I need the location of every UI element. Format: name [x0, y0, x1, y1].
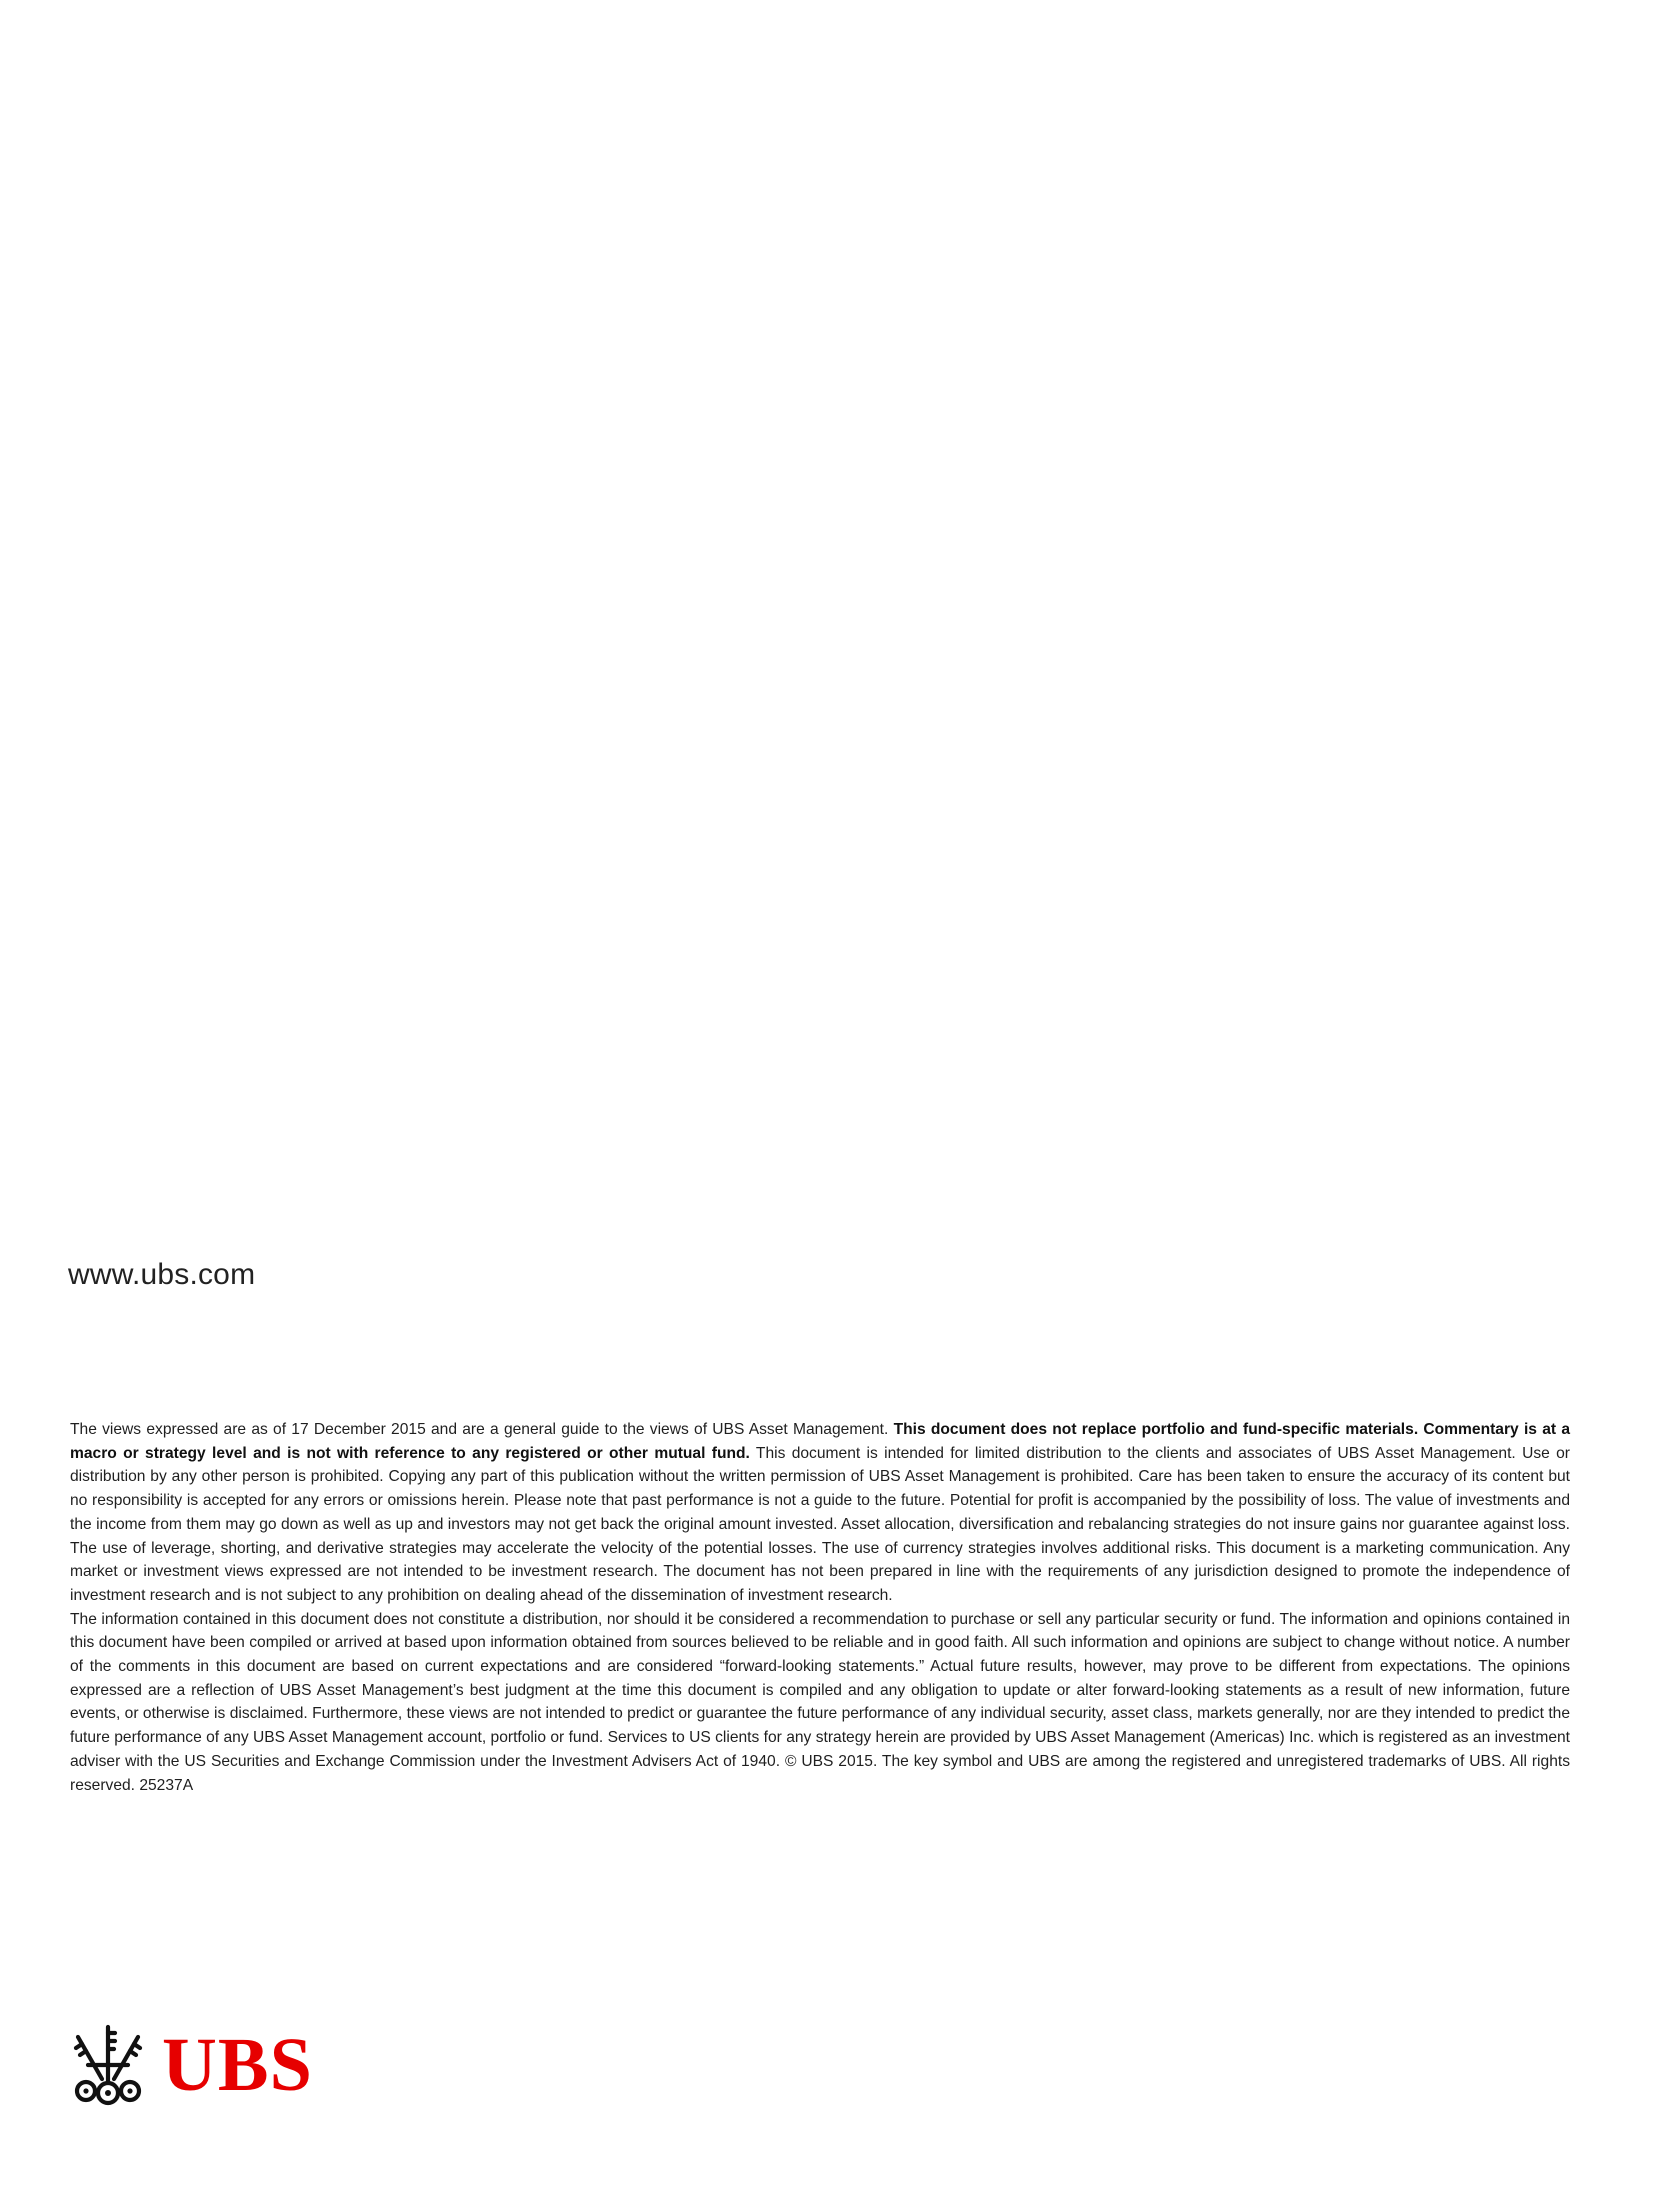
disclaimer-paragraph-1 [70, 1418, 1570, 1608]
disclaimer-details: This document is intended for limited distribution to the clients and associates of UBS Asset Management. Use or distribution by any other person is prohibited. Copying any part of this publication without the written permission of UBS Asset Management is prohibited. Care has been taken to ensure the accuracy of its content but no responsibility is accepted for any errors or omissions herein. Please note that past performance is not a guide to the future. Potential for profit is accompanied by the possibility of loss. The value of investments and the income from them may go down as well as up and investors may not get back the original amount invested. Asset allocation, diversification and rebalancing strategies do not insure gains nor guarantee against loss. The use of leverage, shorting, and derivative strategies may accelerate the velocity of the potential losses. The use of currency strategies involves additional risks. This document is a marketing communication. Any market or investment views expressed are not intended to be investment research. The document has not been prepared in line with the requirements of any jurisdiction designed to promote the independence of investment research and is not subject to any prohibition on dealing ahead of the dissemination of investment research. [70, 1444, 1570, 1604]
ubs-wordmark: UBS [162, 2023, 313, 2107]
disclaimer-bold-statement: This document does not replace portfolio and fund-specific materials. Commentary is at a macro or strategy level and is not with reference to any registered or other mutual fund. [70, 1421, 1570, 1462]
ubs-logo [68, 2020, 313, 2110]
disclaimer-intro: The views expressed are as of 17 December 2015 and are a general guide to the views of UBS Asset Management. [70, 1421, 894, 1438]
keys-icon [68, 2021, 148, 2109]
disclaimer-paragraph-2: The information contained in this document does not constitute a distribution, nor should it be considered a recommendation to purchase or sell any particular security or fund. The information and opinions contained in this document have been compiled or arrived at based upon information obtained from sources believed to be reliable and in good faith. All such information and opinions are subject to change without notice. A number of the comments in this document are based on current expectations and are considered “forward-looking statements.” Actual future results, however, may prove to be different from expectations. The opinions expressed are a reflection of UBS Asset Management’s best judgment at the time this document is compiled and any obligation to update or alter forward-looking statements as a result of new information, future events, or otherwise is disclaimed. Furthermore, these views are not intended to predict or guarantee the future performance of any individual security, asset class, markets generally, nor are they intended to predict the future performance of any UBS Asset Management account, portfolio or fund. Services to US clients for any strategy herein are provided by UBS Asset Management (Americas) Inc. which is registered as an investment adviser with the US Securities and Exchange Commission under the Investment Advisers Act of 1940. © UBS 2015. The key symbol and UBS are among the registered and unregistered trademarks of UBS. All rights reserved. 25237A [70, 1610, 1570, 1794]
website-url[interactable]: www.ubs.com [68, 1258, 256, 1291]
disclaimer-text [70, 1418, 1570, 1797]
